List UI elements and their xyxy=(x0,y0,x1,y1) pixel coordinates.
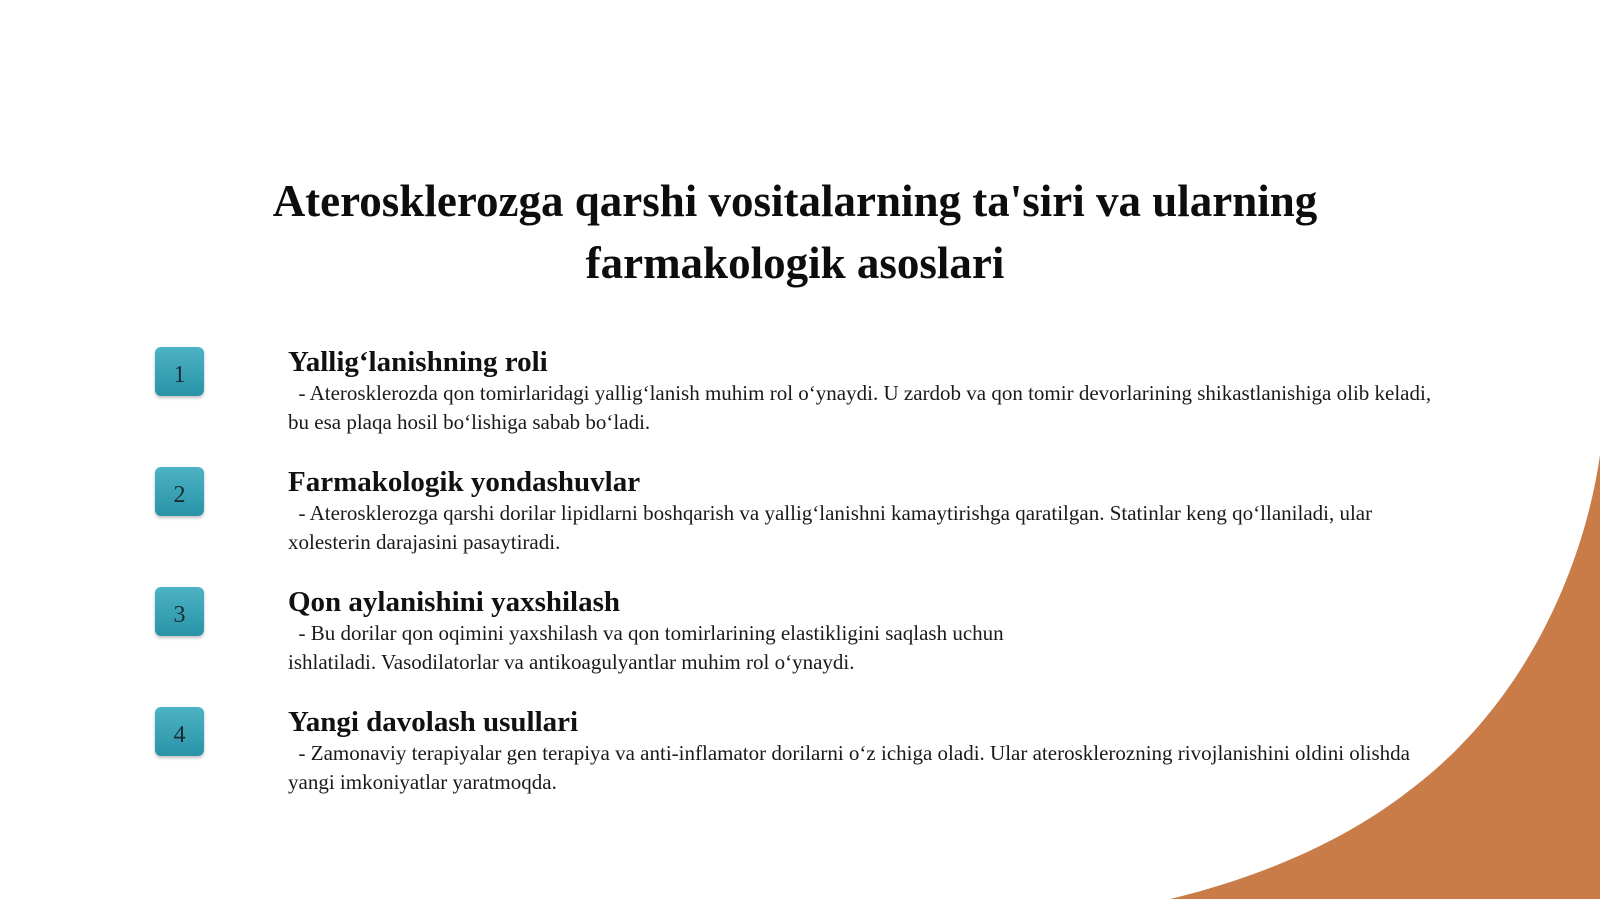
slide-title: Aterosklerozga qarshi vositalarning ta'siri va ularning farmakologik asoslari xyxy=(272,176,1318,288)
item-body xyxy=(288,379,1453,437)
item-heading: Farmakologik yondashuvlar xyxy=(288,466,641,498)
number-badge: 1 xyxy=(155,347,204,396)
number-badge: 4 xyxy=(155,707,204,756)
number-badge: 3 xyxy=(155,587,204,636)
item-body-text: - Zamonaviy terapiyalar gen terapiya va anti-inflamator dorilarni o‘z ichiga oladi. Ular aterosklerozning rivojlanishini oldini olishda yangi imkoniyatlar yaratmoqda. xyxy=(288,741,1410,794)
item-body-text: - Bu dorilar qon oqimini yaxshilash va qon tomirlarining elastikligini saqlash uchun ishlatiladi. Vasodilatorlar va antikoagulyantlar muhim rol o‘ynaydi. xyxy=(288,621,1004,674)
item-heading: Yangi davolash usullari xyxy=(288,706,579,738)
item-body-text: - Aterosklerozda qon tomirlaridagi yallig‘lanish muhim rol o‘ynaydi. U zardob va qon tomir devorlarining shikastlanishiga olib keladi, bu esa plaqa hosil bo‘lishiga sabab bo‘ladi. xyxy=(288,381,1432,434)
item-body-text: - Aterosklerozga qarshi dorilar lipidlarni boshqarish va yallig‘lanishni kamaytirishga qaratilgan. Statinlar keng qo‘llaniladi, ular xolesterin darajasini pasaytiradi. xyxy=(288,501,1373,554)
item-body xyxy=(288,739,1453,797)
item-body xyxy=(288,499,1453,557)
item-heading: Yallig‘lanishning roli xyxy=(288,346,548,378)
item-body xyxy=(288,619,1088,677)
number-badge: 2 xyxy=(155,467,204,516)
item-heading: Qon aylanishini yaxshilash xyxy=(288,586,621,618)
